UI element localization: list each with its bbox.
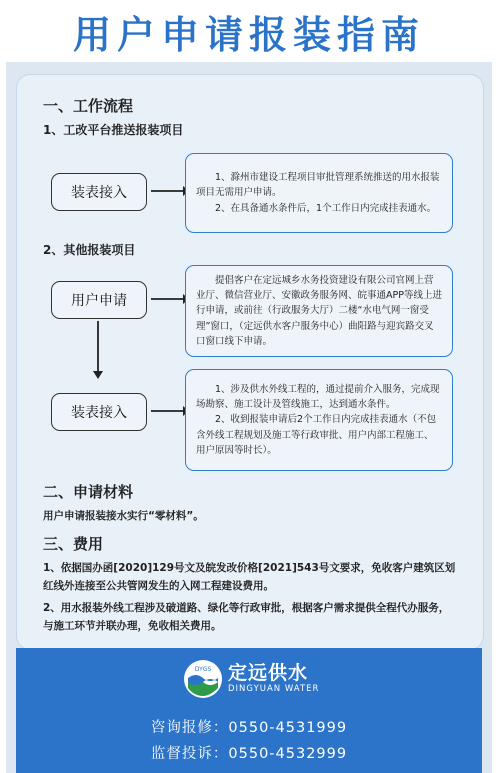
section2-heading: 二、申请材料 (43, 483, 134, 501)
arrow-right-icon (149, 183, 189, 199)
flow-desc-3 (185, 369, 453, 471)
flow-desc-3-line2: 2、收到报装申请后2个工作日内完成挂表通水（不包含外线工程规划及施工等行政审批、用户内部工程施工、用户原因等时长）。 (196, 414, 437, 457)
section3-item2: 2、用水报装外线工程涉及破道路、绿化等行政审批，根据客户需求提供全程代办服务，与施工环节并联办理，免收相关费用。 (43, 602, 450, 633)
flow-desc-2 (185, 265, 453, 357)
footer (16, 648, 482, 773)
section1-heading: 一、工作流程 (43, 97, 134, 115)
section1-sub2: 2、其他报装项目 (43, 243, 136, 257)
section1-sub1: 1、工改平台推送报装项目 (43, 123, 184, 137)
hotline-text: 咨询报修：0550-4531999 (150, 720, 348, 736)
brand-name: 定远供水 (228, 662, 309, 684)
flow-desc-3-line1: 1、涉及供水外线工程的，通过提前介入服务，完成现场勘察、施工设计及管线施工，达到通水条件。 (196, 383, 440, 410)
section3-heading: 三、费用 (43, 535, 104, 553)
logo-badge-text: DYGS (194, 666, 212, 673)
header (0, 0, 498, 62)
flow-desc-1-line2: 2、在具备通水条件后，1个工作日内完成挂表通水。 (215, 202, 437, 214)
arrow-right-icon (149, 403, 189, 419)
flow-node-install-1: 装表接入 (51, 173, 147, 211)
complaint-text: 监督投诉：0550-4532999 (150, 746, 348, 762)
flow-node-apply: 用户申请 (51, 281, 147, 319)
section3-item1: 1、依据国办函[2020]129号文及皖发改价格[2021]543号文要求，免收客户建筑区划红线外连接至公共管网发生的入网工程建设费用。 (43, 562, 456, 593)
content-frame (6, 62, 492, 773)
section2-text: 用户申请报装接水实行“零材料”。 (43, 510, 204, 522)
flow-desc-1-line1: 1、滁州市建设工程项目审批管理系统推送的用水报装项目无需用户申请。 (196, 171, 440, 199)
arrow-down-icon (90, 321, 106, 381)
brand-logo (182, 658, 332, 702)
water-drop-logo-icon (182, 658, 224, 700)
page-title: 用户申请报装指南 (72, 12, 425, 57)
guide-card (16, 74, 484, 650)
flow-node-install-2: 装表接入 (51, 393, 147, 431)
brand-name-en: DINGYUAN WATER (228, 684, 320, 694)
arrow-right-icon (149, 291, 189, 307)
flow-desc-2-line1: 提倡客户在定远城乡水务投资建设有限公司官网上营业厅、微信营业厅、安徽政务服务网、皖事通APP等线上进行申请，或前往（行政服务大厅）二楼“水电气网一窗受理”窗口，（定远供水客户服务中心）曲阳路与迎宾路交叉口窗口线下申请。 (196, 274, 442, 348)
flow-desc-1 (185, 153, 453, 233)
